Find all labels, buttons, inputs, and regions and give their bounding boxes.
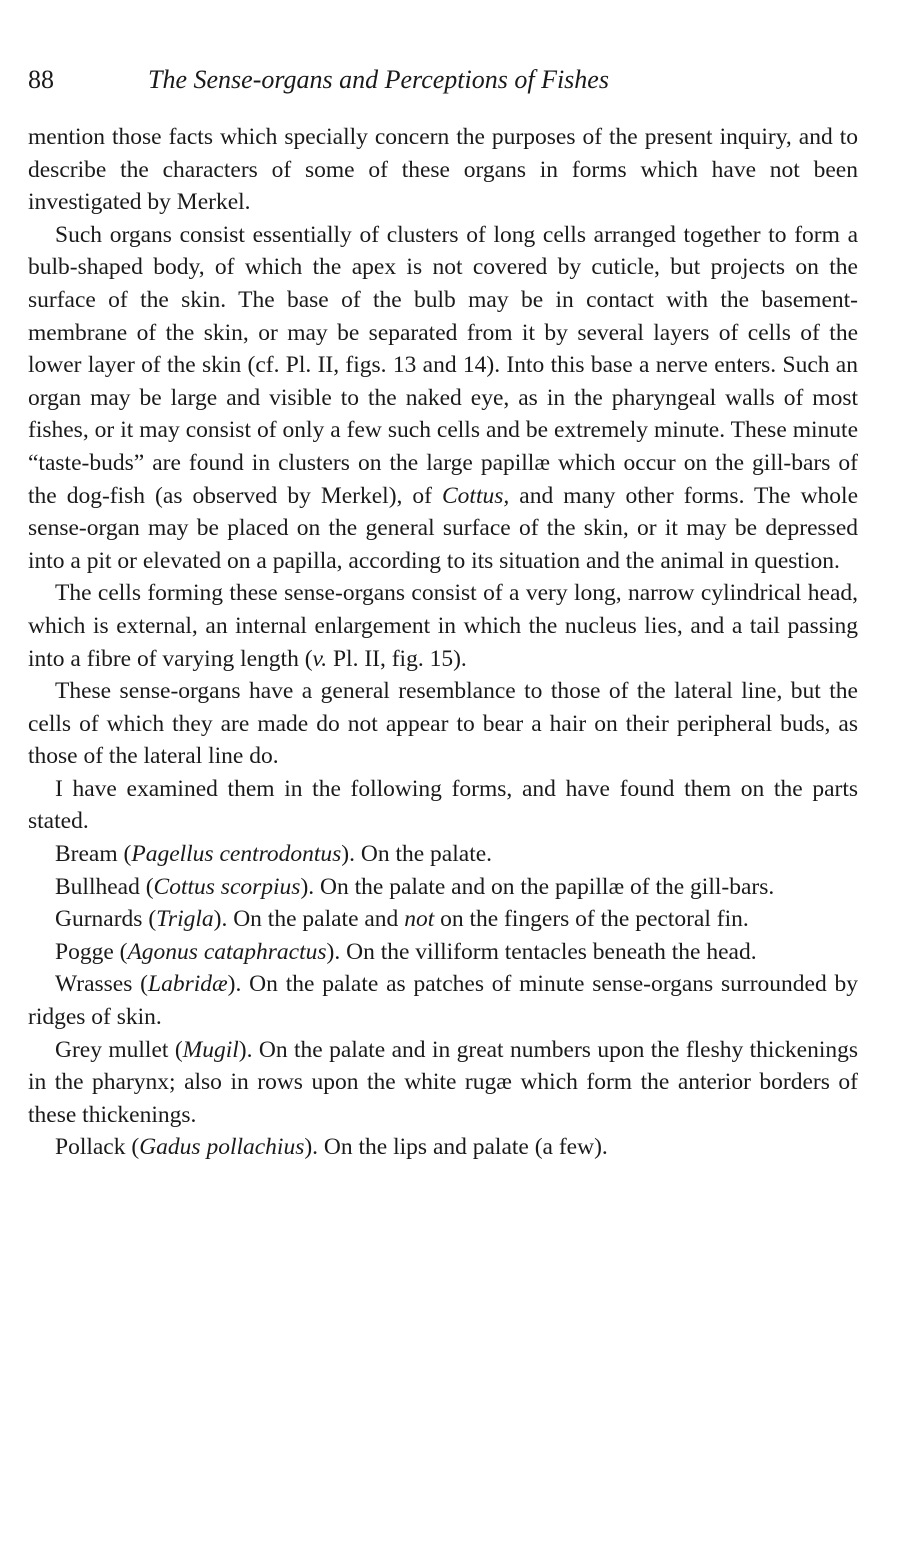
italic-text: Cottus, [442,482,510,509]
paragraph [28,773,858,838]
text-segment: mention those facts which specially concern the purposes of the present inquiry, and to describe the characters of some of these organs in forms which have not been investigated by Merkel. [28,124,858,216]
italic-text: not [404,906,435,933]
text-segment: on the fingers of the pectoral fin. [434,906,749,933]
paragraph [28,936,858,969]
text-segment: Bream ( [55,841,132,868]
italic-text: Labridæ [148,971,228,998]
paragraph [28,219,858,578]
paragraph [28,121,858,219]
text-segment: Gurnards ( [55,906,157,933]
text-segment: ). On the palate and on the papillæ of the gill-bars. [300,873,775,900]
text-segment: ). On the lips and palate (a few). [304,1134,608,1161]
text-segment: Pollack ( [55,1134,140,1161]
paragraph [28,871,858,904]
text-segment: ). On the palate and in great numbers upon the fleshy thickenings in the pharynx; also in rows upon the white rugæ which form the anterior borders of these thickenings. [28,1036,858,1128]
body-text [28,121,858,1164]
paragraph [28,838,858,871]
text-segment: The cells forming these sense-organs consist of a very long, narrow cylindrical head, which is external, an internal enlargement in which the nucleus lies, and a tail passing into a fibre of varying length ( [28,580,858,672]
text-segment: Pogge ( [55,938,128,965]
italic-text: Gadus pollachius [139,1134,305,1161]
text-segment: Such organs consist essentially of clusters of long cells arranged together to form a bulb-shaped body, of which the apex is not covered by cuticle, but projects on the surface of the skin. The base of the bulb may be in contact with the basement-membrane of the skin, or may be separated from it by several layers of cells of the lower layer of the skin (cf. Pl. II, figs. 13 and 14). Into this base a nerve enters. Such an organ may be large and visible to the naked eye, as in the pharyngeal walls of most fishes, or it may consist of only a few such cells and be extremely minute. These minute “taste-buds” are found in clusters on the large papillæ which occur on the gill-bars of the dog-fish (as observed by Merkel), of [28,221,858,509]
paragraph [28,1034,858,1132]
text-segment: Bullhead ( [55,873,154,900]
italic-text: Trigla [156,906,214,933]
italic-text: Agonus cataphractus [127,938,327,965]
paragraph [28,968,858,1033]
italic-text: Cottus scorpius [153,873,301,900]
running-title: The Sense-organs and Perceptions of Fishes [148,65,609,94]
text-segment: and many other forms. The whole sense-organ may be placed on the general surface of the skin, or it may be depressed into a pit or elevated on a papilla, according to its situation and the animal in question. [28,482,859,574]
text-segment: Wrasses ( [55,971,148,998]
text-segment: ). On the palate as patches of minute sense-organs surrounded by ridges of skin. [28,971,859,1031]
paragraph [28,675,858,773]
italic-text: v. [312,645,328,672]
page-number: 88 [28,65,54,94]
text-segment: ). On the palate and [213,906,405,933]
italic-text: Pagellus centrodontus [131,841,342,868]
paragraph [28,577,858,675]
italic-text: Mugil [182,1036,239,1063]
text-segment: ). On the palate. [341,841,493,868]
text-segment: Pl. II, fig. 15). [327,645,467,672]
text-segment: These sense-organs have a general resemblance to those of the lateral line, but the cells of which they are made do not appear to bear a hair on their peripheral buds, as those of the lateral line do. [28,678,858,770]
text-segment: ). On the villiform tentacles beneath the head. [326,938,757,965]
paragraph [28,1131,858,1164]
text-segment: Grey mullet ( [55,1036,183,1063]
paragraph [28,903,858,936]
page-header [28,62,828,98]
text-segment: I have examined them in the following forms, and have found them on the parts stated. [28,775,858,835]
